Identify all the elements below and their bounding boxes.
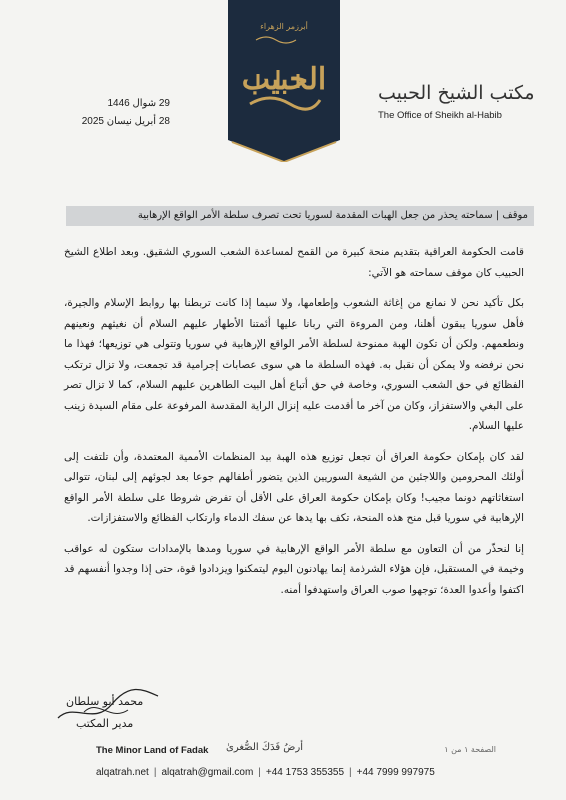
signatory-name: محمد أبو سلطان: [66, 695, 144, 708]
banner-logo-text: الحبيب: [241, 62, 327, 97]
paragraph-4: إنا لنحذّر من أن التعاون مع سلطة الأمر الواقع الإرهابية في سوريا ومدها بالإمدادات ستكون له عواقب وخيمة في المستقبل، فإن هؤلاء الشرذمة إنما يهادنون اليوم ليتمكنوا ويزدادوا قوة، حتى إذا وجدوا أنفسهم قد اكتفوا وأعدوا العدة؛ توجهوا صوب العراق واستهدفوا أمنه.: [64, 542, 524, 596]
banner-small-text: أبرزمر الزهراء: [260, 22, 308, 31]
office-name-arabic: مكتب الشيخ الحبيب: [378, 82, 535, 104]
page-number: الصفحة ١ من ١: [444, 745, 496, 754]
footer-contacts: alqatrah.net | alqatrah@gmail.com | +44 1753 355355 | +44 7999 997975: [96, 767, 435, 778]
paragraph-3: لقد كان بإمكان حكومة العراق أن تجعل توزيع هذه الهبة بيد المنظمات الأممية المعتمدة، وأن تلتفت إلى أولئك المحرومين واللاجئين من الشيعة السوريين الذين يتضور أطفالهم جوعا بعد لجوئهم إلى لبنان، تتوالى استغاثاتهم دونما مجيب! وكان بإمكان حكومة العراق على الأقل أن تفرض شروطا على سلطة الأمر الواقع الإرهابية في سوريا قبل منح هذه المنحة، تكف بها يدها عن سفك الدماء وارتكاب الفظائع والاستفزازات.: [64, 450, 524, 524]
phone-2: +44 7999 997975: [356, 767, 435, 778]
banner-logo: [228, 0, 340, 162]
footer-fadak-english: The Minor Land of Fadak: [96, 745, 209, 756]
letter-body: [64, 242, 524, 610]
statement-title: موقف | سماحته يحذر من جعل الهبات المقدمة لسوريا تحت تصرف سلطة الأمر الواقع الإرهابية: [66, 206, 534, 226]
date-gregorian: 28 أبريل نيسان 2025: [81, 116, 170, 127]
date-hijri: 29 شوال 1446: [107, 98, 170, 109]
office-name-english: The Office of Sheikh al-Habib: [378, 110, 502, 121]
paragraph-1: قامت الحكومة العراقية بتقديم منحة كبيرة من القمح لمساعدة الشعب السوري الشقيق. وبعد اطلاع الشيخ الحبيب كان موقف سماحته هو الآتي:: [64, 246, 524, 279]
footer-fadak-arabic: أرضُ فَدَكَ الصُّغرىٰ: [226, 742, 303, 753]
office-block: [378, 80, 538, 121]
email-link[interactable]: alqatrah@gmail.com: [161, 767, 254, 778]
date-block: [80, 95, 170, 131]
paragraph-2: بكل تأكيد نحن لا نمانع من إغاثة الشعوب وإطعامها، ولا سيما إذا كانت تربطنا بها روابط الإسلام والجيرة، فأهل سوريا يبقون أهلنا، ومن المروءة التي ربانا عليها أئمتنا الأطهار عليهم السلام أن نغيثهم ونعينهم ونطعمهم. ولكن أن تكون الهبة ممنوحة لسلطة الأمر الواقع الإرهابية في سوريا وتتولى هي توزيعها؛ فهذا ما نحن نرفضه ولا يمكن أن نقبل به. فهذه السلطة ما هي سوى عصابات إجرامية قد تجمعت، ولا تزال ترتكب الفظائع في حق الشعب السوري، وخاصة في حق أتباع أهل البيت الطاهرين عليهم السلام، كما لا تزال تصر على البغي والاستفزاز، وكان من آخر ما أقدمت عليه إنزال الراية المقدسة المرفوعة على مقام السيدة زينب عليها السلام.: [64, 297, 524, 432]
handwritten-signature: [54, 682, 164, 740]
website-link[interactable]: alqatrah.net: [96, 767, 149, 778]
phone-1: +44 1753 355355: [265, 767, 345, 778]
signatory-role: مدير المكتب: [76, 717, 134, 730]
